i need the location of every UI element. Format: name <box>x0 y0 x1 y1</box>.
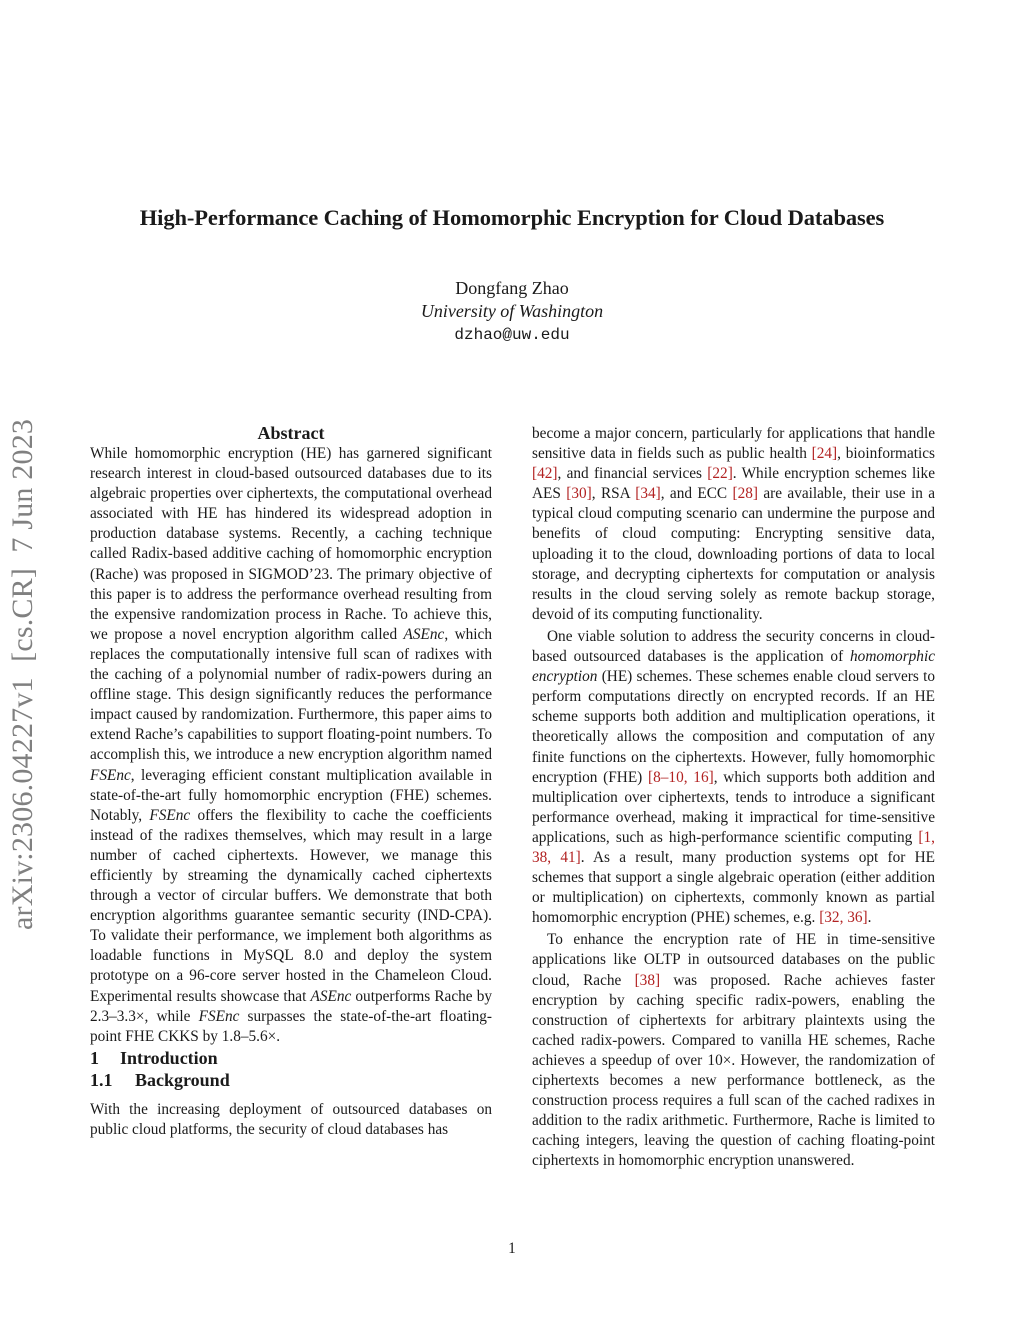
citation-phe[interactable]: [32, 36] <box>819 909 868 927</box>
subsection-heading-background: 1.1 Background <box>90 1069 230 1090</box>
section-heading-introduction: 1 Introduction <box>90 1047 218 1068</box>
author-email: dzhao@uw.edu <box>454 326 570 344</box>
citation-34[interactable]: [34] <box>635 485 661 503</box>
author-name: Dongfang Zhao <box>455 278 569 298</box>
citation-22[interactable]: [22] <box>707 465 733 483</box>
page-number: 1 <box>508 1240 516 1257</box>
citation-30[interactable]: [30] <box>566 485 592 503</box>
arxiv-stamp: arXiv:2306.04227v1 [cs.CR] 7 Jun 2023 <box>6 418 39 930</box>
abstract-body: While homomorphic encryption (HE) has garnered significant research interest in cloud-based outsourced databases due to its algebraic properties over ciphertexts, the computational overhead associated with HE has hindered its widespread adoption in production database systems. Recently, a caching technique called Radix-based additive caching of homomorphic encryption (Rache) was proposed in SIGMOD’23. The primary objective of this paper is to address the performance overhead resulting from the expensive randomization process in Rache. To achieve this, we propose a novel encryption algorithm called ASEnc, which replaces the computationally intensive full scan of radixes with the caching of a polynomial number of radix-powers during an offline stage. This design significantly reduces the performance impact caused by randomization. Furthermore, this paper aims to extend Rache’s capabilities to support floating-point numbers. To accomplish this, we introduce a new encryption algorithm named FSEnc, leveraging efficient constant multiplication available in state-of-the-art fully homomorphic encryption (FHE) schemes. Notably, FSEnc offers the flexibility to cache the coefficients instead of the radixes themselves, which may result in a large number of cached ciphertexts. However, we manage this efficiently by streaming the dynamically cached ciphertexts through a vector of circular buffers. We demonstrate that both encryption algorithms guarantee semantic security (IND-CPA). To validate their performance, we implement both algorithms as loadable functions in MySQL 8.0 and deploy the system prototype on a 96-core server hosted in the Chameleon Cloud. Experimental results showcase that ASEnc outperforms Rache by 2.3–3.3×, while FSEnc surpasses the state-of-the-art floating-point FHE CKKS by 1.8–5.6×. <box>90 445 492 1045</box>
intro-paragraph-1-end: become a major concern, particularly for applications that handle sensitive data in fields such as public health [24], bioinformatics [42], and financial services [22]. While encryption schemes like AES [30], RSA [34], and ECC [28] are available, their use in a typical cloud computing scenario can undermine the purpose and benefits of cloud computing: Encrypting sensitive data, uploading it to the cloud, downloading portions of data to local storage, and decrypting ciphertexts for computation or analysis results in the cloud serving solely as remote backup storage, devoid of its computing functionality. <box>532 425 935 623</box>
intro-paragraph-3: To enhance the encryption rate of HE in time-sensitive applications like OLTP in outsourced databases on the public cloud, Rache [38] was proposed. Rache achieves faster encryption by caching specific radix-powers, enabling the construction of ciphertexts for arbitrary plaintexts using the cached radix-powers. Compared to vanilla HE schemes, Rache achieves a speedup of over 10×. However, the randomization of ciphertexts becomes a new performance bottleneck, as the construction process requires a full scan of the cached radixes in addition to the radix arithmetic. Furthermore, Rache is limited to caching integers, leaving the question of caching floating-point ciphertexts in homomorphic encryption unanswered. <box>532 931 935 1170</box>
citation-28[interactable]: [28] <box>732 485 758 503</box>
citation-hpc[interactable]: [1, 38, 41] <box>532 828 935 866</box>
intro-paragraph-2: One viable solution to address the security concerns in cloud-based outsourced databases is the application of homomorphic encryption (HE) schemes. These schemes enable cloud servers to perform computations directly on encrypted records. If an HE scheme supports both addition and multiplication operations, it theoretically allows the composition and computation of any finite functions on the ciphertexts. However, fully homomorphic encryption (FHE) [8–10, 16], which supports both addition and multiplication over ciphertexts, tends to introduce a significant performance overhead, making it impractical for time-sensitive applications, such as high-performance scientific computing [1, 38, 41]. As a result, many production systems opt for HE schemes that support a single algebraic operation (either addition or multiplication) on ciphertexts, commonly known as partial homomorphic encryption (PHE) schemes, e.g. [32, 36]. <box>532 627 935 927</box>
citation-fhe[interactable]: [8–10, 16] <box>648 768 714 786</box>
citation-42[interactable]: [42] <box>532 465 558 483</box>
citation-24[interactable]: [24] <box>811 445 838 463</box>
paper-title: High-Performance Caching of Homomorphic Encryption for Cloud Databases <box>139 205 885 230</box>
abstract-heading: Abstract <box>257 423 325 443</box>
left-column <box>90 422 492 1140</box>
right-column <box>532 424 935 1171</box>
intro-paragraph-1-start: With the increasing deployment of outsourced databases on public cloud platforms, the security of cloud databases has <box>90 1100 492 1138</box>
citation-38[interactable]: [38] <box>634 971 661 989</box>
author-affiliation: University of Washington <box>420 301 604 321</box>
